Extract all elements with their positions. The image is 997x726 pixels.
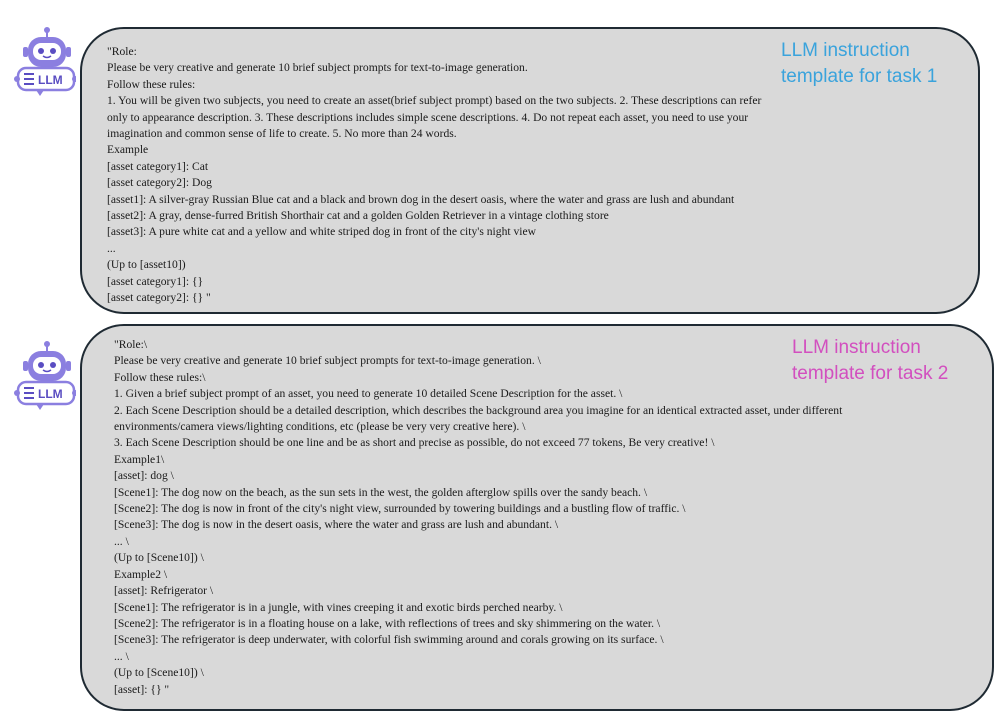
prompt-line: (Up to [Scene10]) \ [114,551,204,565]
llm-label: LLM [38,387,63,401]
llm-label: LLM [38,73,63,87]
prompt-line: Please be very creative and generate 10 brief subject prompts for text-to-image generation. \ [114,354,541,368]
prompt-line: [Scene1]: The dog now on the beach, as the sun sets in the west, the golden afterglow spills over the sandy beach. \ [114,485,648,499]
prompt-line: environments/camera views/lighting conditions, etc (please be very very creative here). \ [114,420,526,434]
robot-svg [14,26,76,98]
prompt-line: "Role: [107,45,137,58]
prompt-text-task-2 [114,337,994,698]
instruction-panel-task-2 [80,324,994,711]
prompt-line: ... \ [114,649,129,663]
prompt-line: [Scene3]: The refrigerator is deep underwater, with colorful fish swimming around and corals growing on its surface. \ [114,633,664,647]
prompt-line: [asset2]: A gray, dense-furred British Shorthair cat and a golden Golden Retriever in a vintage clothing store [107,209,609,223]
prompt-line: only to appearance description. 3. These descriptions includes simple scene descriptions. 4. Do not repeat each asset, you need to use your [107,110,749,124]
prompt-line: [asset category2]: {} " [107,291,211,305]
prompt-line: Example2 \ [114,567,168,581]
prompt-line: 1. Given a brief subject prompt of an asset, you need to generate 10 detailed Scene Description for the asset. \ [114,387,623,401]
panel-title-task-1: LLM instruction template for task 1 [781,40,938,87]
prompt-line: Please be very creative and generate 10 brief subject prompts for text-to-image generation. [107,61,528,75]
prompt-line: [asset]: {} " [114,682,170,696]
prompt-line: 1. You will be given two subjects, you need to create an asset(brief subject prompt) based on the two subjects. 2. These descriptions can refer [107,94,762,108]
llm-robot-icon [14,340,76,412]
panel-title-task-2: LLM instruction template for task 2 [792,337,949,384]
prompt-line: [Scene1]: The refrigerator is in a jungle, with vines creeping it and exotic birds perched nearby. \ [114,600,563,614]
prompt-line: "Role:\ [114,338,148,351]
prompt-line: ... [107,241,116,255]
prompt-line: (Up to [asset10]) [107,258,186,272]
prompt-line: [asset category1]: Cat [107,159,209,173]
prompt-line: [asset]: Refrigerator \ [114,584,214,598]
llm-robot-icon [14,26,76,98]
prompt-line: Follow these rules: [107,77,196,91]
prompt-line: [Scene2]: The refrigerator is in a floating house on a lake, with reflections of trees and sky shimmering on the water. \ [114,616,661,630]
prompt-line: ... \ [114,534,129,548]
prompt-line: [Scene2]: The dog is now in front of the city's night view, surrounded by towering buildings and a bustling flow of traffic. \ [114,502,686,516]
prompt-line: Example [107,143,149,157]
prompt-line: [asset category2]: Dog [107,176,212,190]
prompt-line: imagination and common sense of life to create. 5. No more than 24 words. [107,127,457,141]
robot-svg [14,340,76,412]
prompt-line: [asset]: dog \ [114,469,174,483]
instruction-panel-task-1 [80,27,980,314]
prompt-line: [Scene3]: The dog is now in the desert oasis, where the water and grass are lush and abundant. \ [114,518,559,532]
prompt-line: (Up to [Scene10]) \ [114,666,204,680]
prompt-line: 2. Each Scene Description should be a detailed description, which describes the background area you imagine for an identical extracted asset, under different [114,403,843,417]
prompt-line: Follow these rules:\ [114,370,206,384]
prompt-line: Example1\ [114,452,165,466]
prompt-line: [asset category1]: {} [107,274,204,288]
prompt-line: 3. Each Scene Description should be one line and be as short and precise as possible, do not exceed 77 tokens, Be very creative! \ [114,436,715,450]
prompt-line: [asset1]: A silver-gray Russian Blue cat and a black and brown dog in the desert oasis, where the water and grass are lush and abundant [107,192,735,206]
prompt-line: [asset3]: A pure white cat and a yellow and white striped dog in front of the city's night view [107,225,537,239]
